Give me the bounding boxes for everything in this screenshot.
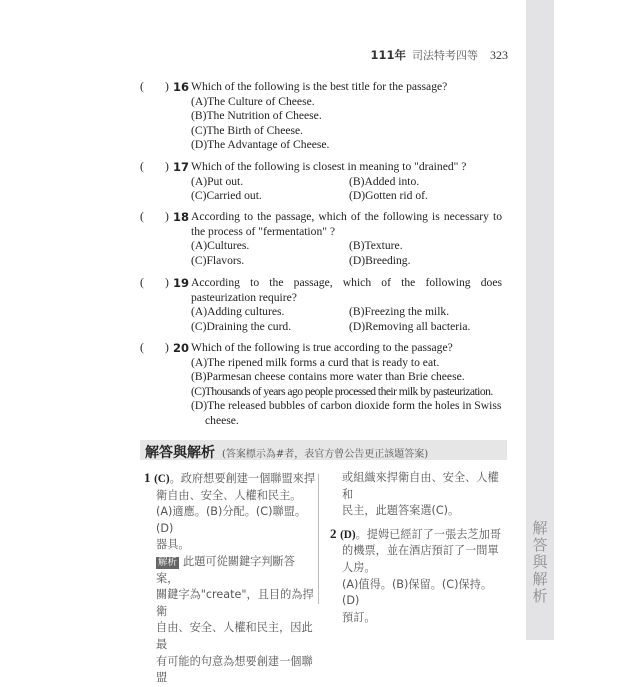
option-c: (C)Flavors. [191, 253, 245, 267]
answers-title: 解答與解析 [145, 445, 215, 461]
question-stem: Which of the following is the best title for the passage? [191, 80, 448, 93]
question-stem-line-2: the process of "fermentation" ? [191, 224, 336, 238]
page-number: 323 [490, 48, 508, 62]
question-stem-line-1: According to the passage, which of the following is necessary to [191, 210, 502, 223]
answer-number: 2 [330, 525, 337, 541]
question-20 [140, 341, 502, 429]
answer-number: 1 [144, 470, 151, 485]
option-a: (A)The Culture of Cheese. [191, 94, 315, 108]
option-b: (B)Parmesan cheese contains more water than Brie cheese. [191, 370, 465, 384]
option-d: (D)The released bubbles of carbon dioxide form the holes in Swiss [191, 399, 502, 413]
answer-column-left [144, 470, 316, 687]
question-number: 16 [173, 80, 190, 94]
answer-text: 。提姆已經訂了一張去芝加哥 [355, 527, 502, 541]
option-d: (D)The Advantage of Cheese. [191, 138, 330, 152]
question-number: 17 [173, 160, 190, 174]
question-number: 18 [173, 210, 190, 224]
question-18 [140, 210, 502, 268]
question-stem: Which of the following is true according to the passage? [191, 341, 453, 354]
answer-text: 此題可從關鍵字判斷答案， [156, 554, 295, 585]
header-exam: 司法特考四等 [412, 49, 478, 62]
answer-paren-close: ) [165, 160, 169, 173]
option-b: (B)Added into. [349, 174, 420, 188]
answer-text: (A)值得。(B)保留。(C)保持。(D) [342, 577, 493, 608]
option-b: (B)The Nutrition of Cheese. [191, 109, 322, 123]
answer-paren-close: ) [165, 276, 169, 289]
answer-text: 預訂。 [342, 610, 376, 624]
question-stem: Which of the following is closest in meaning to "drained" ? [191, 160, 467, 173]
answers-note: (答案標示為#者，表官方曾公告更正該題答案) [222, 449, 429, 460]
answer-text: 器具。 [156, 538, 190, 552]
option-a: (A)Put out. [191, 174, 244, 188]
option-c: (C)The Birth of Cheese. [191, 123, 304, 137]
question-stem-line-1: According to the passage, which of the following does [191, 276, 502, 289]
question-19 [140, 276, 502, 334]
answer-paren-open: ( [140, 160, 144, 173]
side-tab-label: 解答與解析 [532, 519, 548, 605]
option-c: (C)Carried out. [191, 189, 262, 203]
answer-text: 民主，此題答案選(C)。 [342, 504, 460, 518]
answer-text: 關鍵字為"create"，且目的為捍衛 [156, 588, 314, 618]
option-d: (D)Gotten rid of. [349, 189, 428, 203]
answer-paren-open: ( [140, 210, 144, 223]
answer-paren-open: ( [140, 341, 144, 354]
option-d: (D)Breeding. [349, 253, 411, 267]
answer-text: 人房。 [342, 560, 376, 574]
option-a: (A)The ripened milk forms a curd that is ready to eat. [191, 355, 440, 369]
answer-text: 或組織來捍衛自由、安全、人權和 [342, 471, 499, 501]
question-number: 19 [173, 276, 190, 290]
question-16 [140, 80, 502, 153]
question-stem-line-2: pasteurization require? [191, 290, 297, 304]
analysis-tag: 解析 [158, 556, 178, 568]
option-c: (C)Thousands of years ago people processed their milk by pasteurization. [191, 384, 493, 398]
column-divider [318, 474, 319, 604]
answer-paren-open: ( [140, 80, 144, 93]
answer-text: 衛自由、安全、人權和民主。 [156, 488, 302, 502]
answer-paren-close: ) [165, 80, 169, 93]
option-a: (A)Cultures. [191, 239, 250, 253]
header-year: 111年 [370, 48, 406, 62]
answer-paren-close: ) [165, 210, 169, 223]
answer-choice: (D) [340, 528, 356, 541]
answer-text: 的機票，並在酒店預訂了一間單 [342, 544, 499, 558]
question-number: 20 [173, 341, 190, 355]
answer-text: (A)適應。(B)分配。(C)聯盟。(D) [156, 505, 307, 535]
question-17 [140, 160, 502, 204]
answer-choice: (C) [154, 473, 170, 485]
answer-text: 。政府想要創建一個聯盟來捍 [169, 472, 316, 485]
answer-paren-open: ( [140, 276, 144, 289]
answer-column-right [330, 470, 506, 626]
answer-paren-close: ) [165, 341, 169, 354]
option-d: (D)Removing all bacteria. [349, 319, 471, 333]
option-a: (A)Adding cultures. [191, 305, 285, 319]
page-header [300, 47, 508, 63]
option-d-continued: cheese. [205, 413, 239, 427]
option-b: (B)Freezing the milk. [349, 305, 450, 319]
option-c: (C)Draining the curd. [191, 319, 292, 333]
answer-text: 自由、安全、人權和民主，因此最 [156, 621, 313, 651]
option-b: (B)Texture. [349, 239, 403, 253]
answer-text: 有可能的句意為想要創建一個聯盟 [156, 654, 313, 685]
